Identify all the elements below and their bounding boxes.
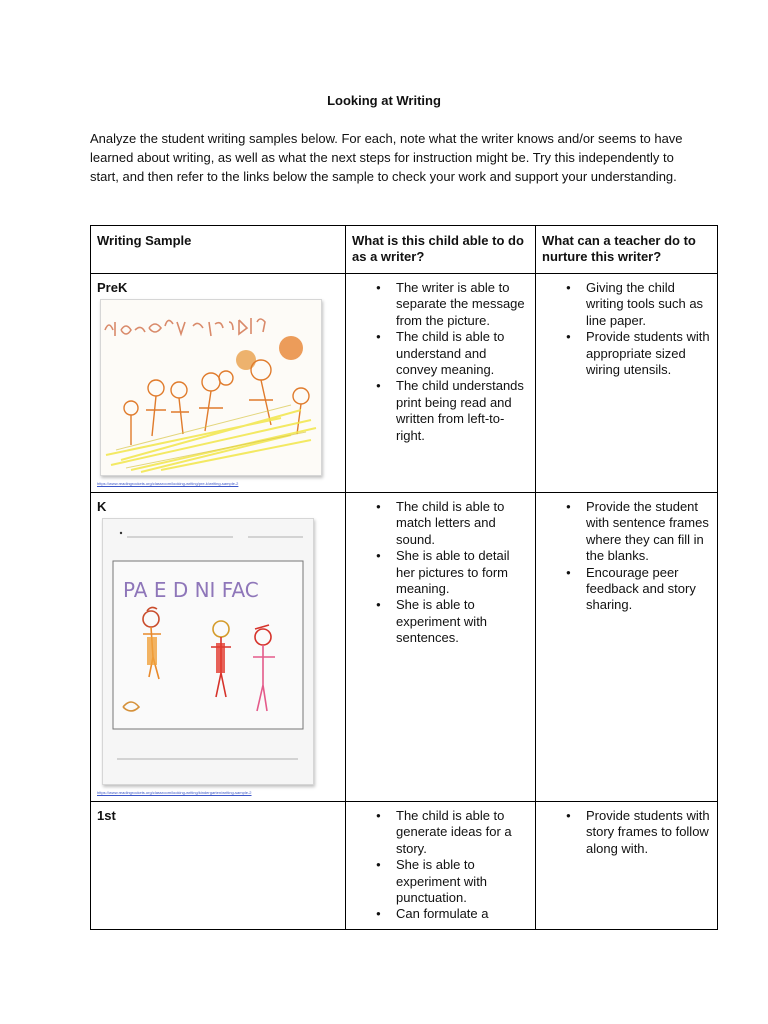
able-list xyxy=(352,808,529,923)
list-item: ● Can formulate a xyxy=(396,906,529,922)
sample-link[interactable]: https://www.readingrockets.org/classroom/looking-writing/pre-k/writing-sample-2 xyxy=(97,481,239,486)
list-item: ● Provide students with story frames to follow along with. xyxy=(586,808,711,857)
sample-cell xyxy=(91,493,346,802)
intro-paragraph: Analyze the student writing samples below. For each, note what the writer knows and/or seems to have learned about writing, as well as what the next steps for instruction might be. Try this independently to start, and then refer to the links below the sample to check your work and support your understanding. xyxy=(90,131,683,184)
header-nurture: What can a teacher do to nurture this writer? xyxy=(536,226,718,274)
writing-samples-table xyxy=(90,225,718,930)
list-item: ● She is able to detail her pictures to form meaning. xyxy=(396,548,529,597)
list-item: ● She is able to experiment with sentences. xyxy=(396,597,529,646)
list-item: ● The writer is able to separate the message from the picture. xyxy=(396,280,529,329)
list-item: ● She is able to experiment with punctuation. xyxy=(396,857,529,906)
grade-label: 1st xyxy=(97,808,116,823)
list-item: ● The child is able to generate ideas for a story. xyxy=(396,808,529,857)
sample-cell xyxy=(91,274,346,493)
list-item: ● The child is able to match letters and sound. xyxy=(396,499,529,548)
table-row xyxy=(91,493,718,802)
list-item: ● Encourage peer feedback and story sharing. xyxy=(586,565,711,614)
grade-label: K xyxy=(97,499,107,514)
table-header-row xyxy=(91,226,718,274)
list-item: ● Provide the student with sentence frames where they can fill in the blanks. xyxy=(586,499,711,565)
nurture-cell xyxy=(536,274,718,493)
drawing-letters: PA E D NI FAC xyxy=(123,578,259,602)
able-list xyxy=(352,499,529,647)
sample-link[interactable]: https://www.readingrockets.org/classroom/looking-writing/kindergarten/writing-sample-2 xyxy=(97,790,252,795)
table-row xyxy=(91,802,718,930)
nurture-cell xyxy=(536,802,718,930)
nurture-list xyxy=(542,280,711,378)
list-item: ● Giving the child writing tools such as line paper. xyxy=(586,280,711,329)
able-cell xyxy=(346,493,536,802)
k-drawing-image xyxy=(102,518,314,785)
able-cell xyxy=(346,802,536,930)
table-row xyxy=(91,274,718,493)
grade-label: PreK xyxy=(97,280,128,295)
nurture-cell xyxy=(536,493,718,802)
sample-cell xyxy=(91,802,346,930)
header-writing-sample: Writing Sample xyxy=(91,226,346,274)
able-cell xyxy=(346,274,536,493)
header-able: What is this child able to do as a writer? xyxy=(346,226,536,274)
able-list xyxy=(352,280,529,444)
page-title: Looking at Writing xyxy=(327,93,441,108)
nurture-list xyxy=(542,808,711,857)
prek-drawing-image xyxy=(100,299,322,476)
list-item: ● Provide students with appropriate sized wiring utensils. xyxy=(586,329,711,378)
list-item: ● The child understands print being read and written from left-to-right. xyxy=(396,378,529,444)
list-item: ● The child is able to understand and convey meaning. xyxy=(396,329,529,378)
nurture-list xyxy=(542,499,711,614)
